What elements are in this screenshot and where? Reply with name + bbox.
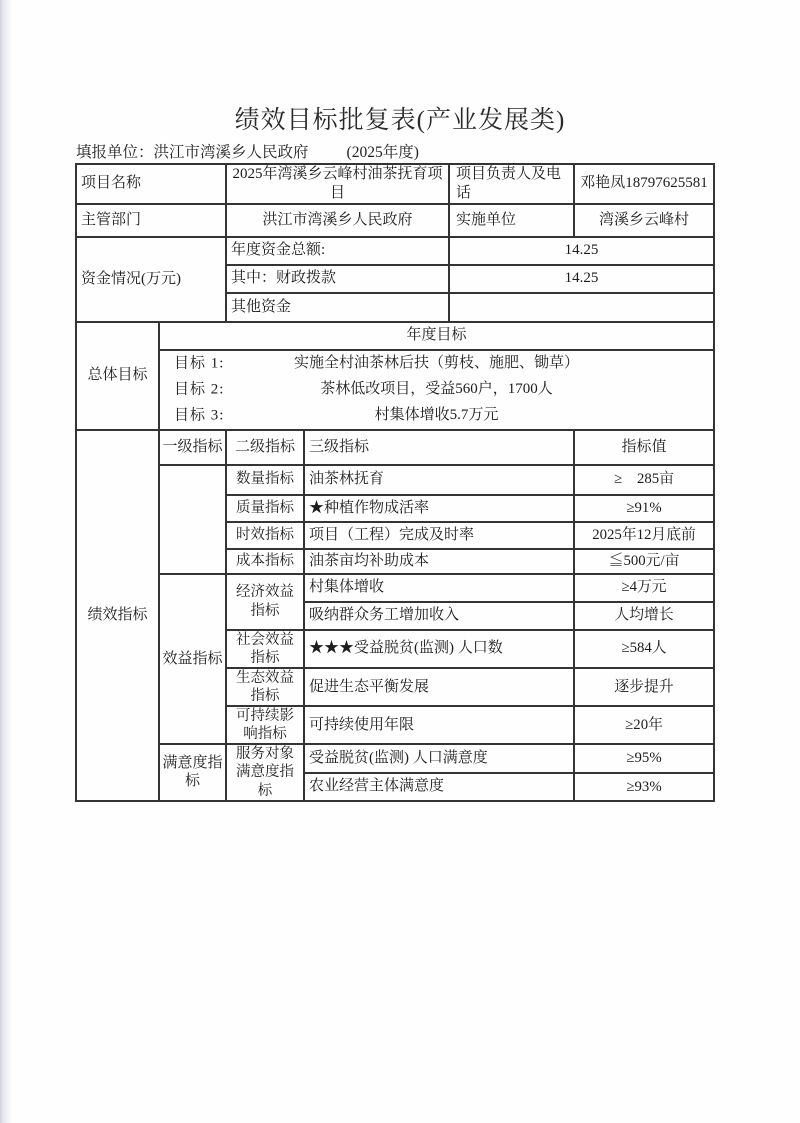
- satisfaction-row2-l3-cell: 农业经营主体满意度: [304, 773, 574, 801]
- satisfaction-row1-l3-cell: 受益脱贫(监测) 人口满意度: [304, 744, 574, 773]
- timeliness-l3-cell: 项目（工程）完成及时率: [304, 522, 574, 549]
- quality-l3-cell: ★种植作物成活率: [304, 495, 574, 522]
- table-row: [76, 164, 714, 204]
- sustainability-l2-cell: 可持续影响指标: [226, 706, 304, 744]
- contact-value-cell: 邓艳凤18797625581: [574, 164, 714, 204]
- goal-1-text: 实施全村油茶林后扶（剪枝、施肥、锄草）: [294, 355, 580, 372]
- sustainability-value-cell: ≥20年: [574, 706, 714, 744]
- dept-value-cell: 洪江市湾溪乡人民政府: [226, 204, 449, 237]
- satisfaction-group-l1-cell: 满意度指标: [159, 744, 226, 800]
- project-name-label-cell: 项目名称: [76, 164, 226, 204]
- economic-row1-value-cell: ≥4万元: [574, 574, 714, 602]
- social-l2-cell: 社会效益指标: [226, 630, 304, 668]
- cost-l3-cell: 油茶亩均补助成本: [304, 549, 574, 574]
- approval-form-table: [75, 163, 715, 802]
- cost-l2-cell: 成本指标: [226, 549, 304, 574]
- benefit-group-l1-cell: 效益指标: [159, 574, 226, 745]
- social-value-cell: ≥584人: [574, 630, 714, 668]
- ecological-l3-cell: 促进生态平衡发展: [304, 668, 574, 706]
- funding-total-label-cell: 年度资金总额:: [226, 237, 449, 265]
- cost-value-cell: ≦500元/亩: [574, 549, 714, 574]
- timeliness-l2-cell: 时效指标: [226, 522, 304, 549]
- filing-unit-line: [76, 140, 419, 162]
- ecological-l2-cell: 生态效益指标: [226, 668, 304, 706]
- project-name-value-cell: 2025年湾溪乡云峰村油茶抚育项目: [226, 164, 449, 204]
- timeliness-value-cell: 2025年12月底前: [574, 522, 714, 549]
- funding-total-value-cell: 14.25: [449, 237, 714, 265]
- quantity-l3-cell: 油茶林抚育: [304, 465, 574, 495]
- header-l3-cell: 三级指标: [304, 430, 574, 465]
- funding-fiscal-label-cell: 其中：财政拨款: [226, 265, 449, 293]
- funding-fiscal-value-cell: 14.25: [449, 265, 714, 293]
- table-row: [76, 204, 714, 237]
- goal-line-1: [164, 351, 709, 377]
- economic-row1-l3-cell: 村集体增收: [304, 574, 574, 602]
- header-l2-cell: 二级指标: [226, 430, 304, 465]
- table-row: [76, 465, 714, 495]
- output-group-l1-cell: [159, 465, 226, 574]
- table-row: [76, 430, 714, 465]
- quality-l2-cell: 质量指标: [226, 495, 304, 522]
- funding-other-value-cell: [449, 293, 714, 322]
- satisfaction-row1-value-cell: ≥95%: [574, 744, 714, 773]
- quantity-value-cell: ≥ 285亩: [574, 465, 714, 495]
- table-row: [76, 574, 714, 602]
- goal-line-3: [164, 403, 709, 429]
- ecological-value-cell: 逐步提升: [574, 668, 714, 706]
- satisfaction-l2-cell: 服务对象满意度指标: [226, 744, 304, 800]
- quantity-l2-cell: 数量指标: [226, 465, 304, 495]
- sustainability-l3-cell: 可持续使用年限: [304, 706, 574, 744]
- economic-l2-cell: 经济效益指标: [226, 574, 304, 630]
- dept-label-cell: 主管部门: [76, 204, 226, 237]
- filing-unit-value: 洪江市湾溪乡人民政府: [153, 144, 309, 161]
- header-l1-cell: 一级指标: [159, 430, 226, 465]
- social-l3-cell: ★★★受益脱贫(监测) 人口数: [304, 630, 574, 668]
- economic-row2-l3-cell: 吸纳群众务工增加收入: [304, 602, 574, 630]
- goal-3-label: 目标 3:: [174, 407, 225, 424]
- goal-2-text: 茶林低改项目，受益560户，1700人: [320, 381, 553, 398]
- table-row: [76, 237, 714, 265]
- indicators-section-cell: 绩效指标: [76, 430, 159, 801]
- table-row: [76, 322, 714, 350]
- quality-value-cell: ≥91%: [574, 495, 714, 522]
- filing-unit-label: 填报单位：: [76, 144, 154, 161]
- goal-2-label: 目标 2:: [174, 381, 225, 398]
- table-row: [76, 744, 714, 773]
- header-value-cell: 指标值: [574, 430, 714, 465]
- satisfaction-row2-value-cell: ≥93%: [574, 773, 714, 801]
- goal-line-2: [164, 377, 709, 403]
- goal-3-text: 村集体增收5.7万元: [374, 407, 499, 424]
- economic-row2-value-cell: 人均增长: [574, 602, 714, 630]
- impl-label-cell: 实施单位: [449, 204, 574, 237]
- page-title: 绩效目标批复表(产业发展类): [234, 107, 566, 134]
- scan-edge-shadow: [0, 0, 12, 1123]
- overall-goal-section-cell: 总体目标: [76, 322, 159, 430]
- goal-1-label: 目标 1:: [174, 355, 225, 372]
- annual-goal-header-cell: 年度目标: [159, 322, 714, 350]
- filing-year: (2025年度): [346, 144, 419, 161]
- goals-cell: [159, 350, 714, 430]
- impl-value-cell: 湾溪乡云峰村: [574, 204, 714, 237]
- table-row: [76, 350, 714, 430]
- contact-label-cell: 项目负责人及电话: [449, 164, 574, 204]
- funding-other-label-cell: 其他资金: [226, 293, 449, 322]
- funding-section-cell: 资金情况(万元): [76, 237, 226, 322]
